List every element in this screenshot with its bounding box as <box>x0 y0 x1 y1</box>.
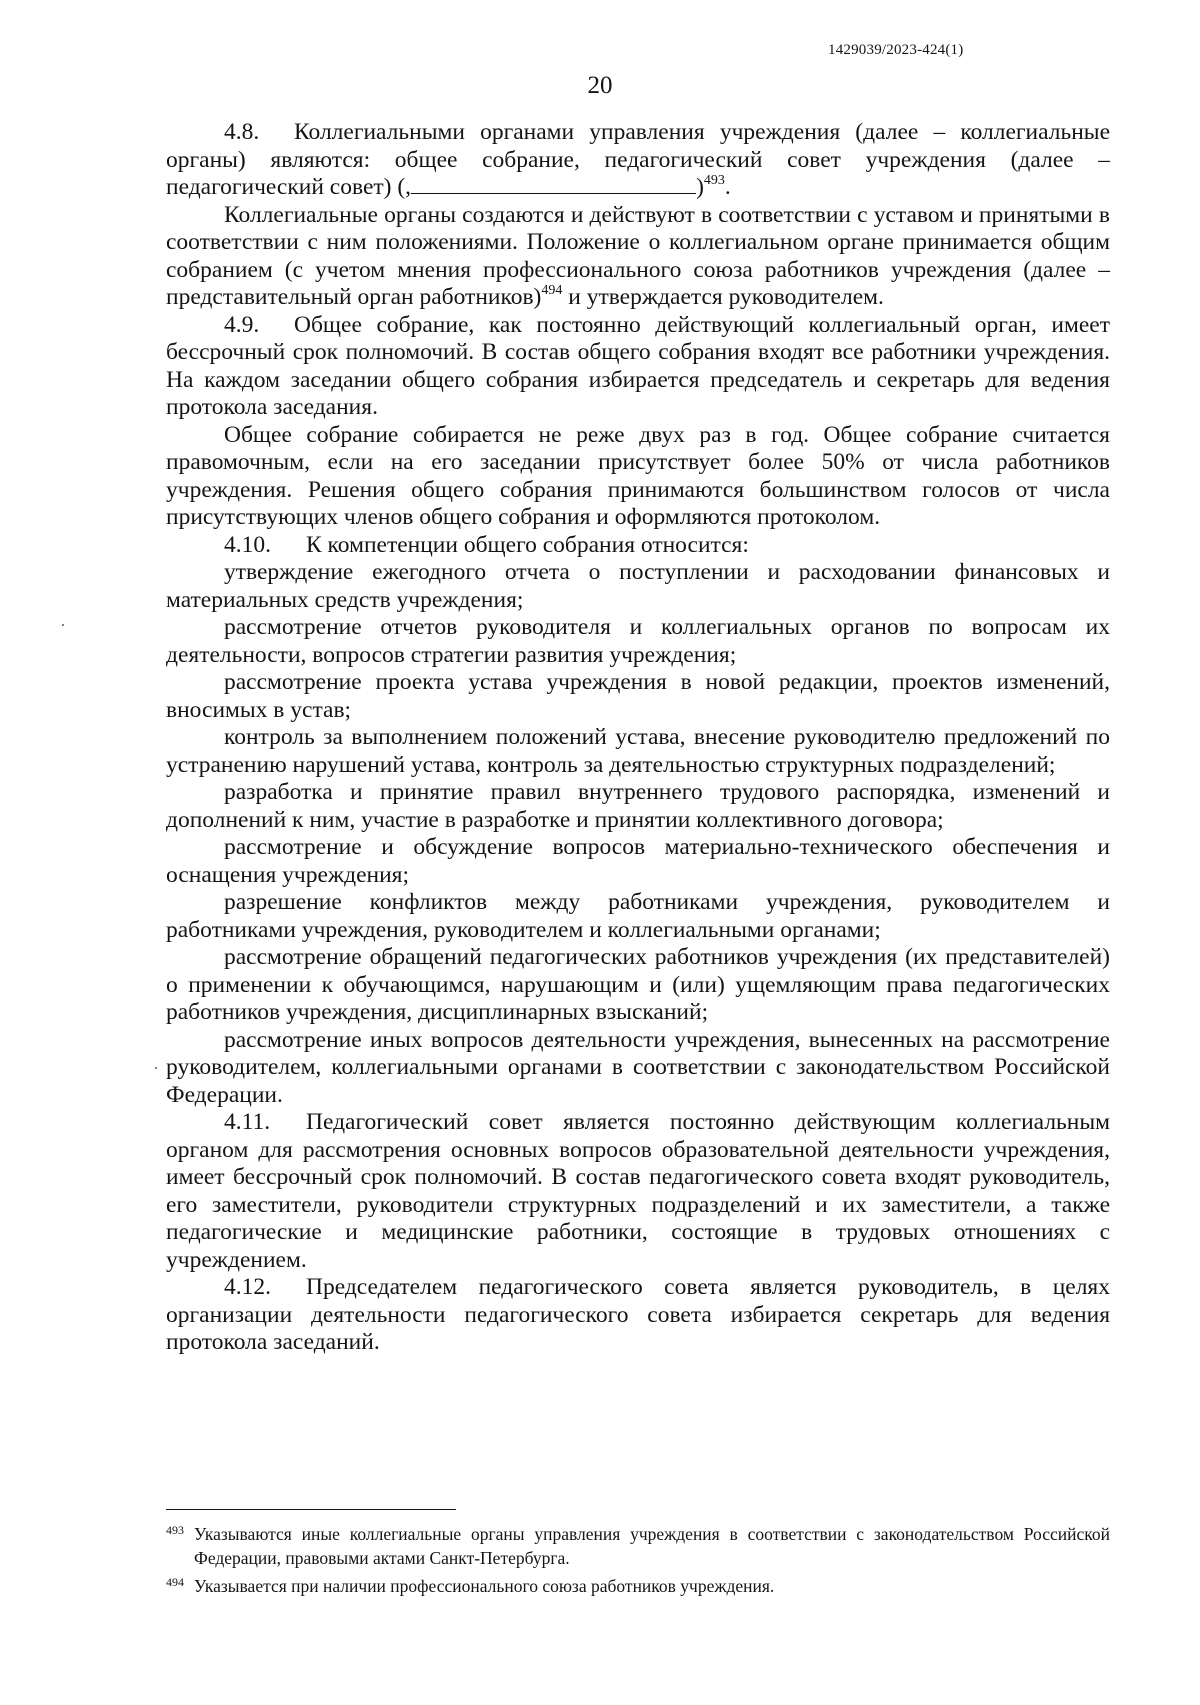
paragraph-4-8: 4.8. Коллегиальными органами управления учреждения (далее – коллегиальные органы) являются: общее собрание, педагогический совет учреждения (далее – педагогический совет) (, )$^{493}$. <box>166 119 1110 200</box>
paragraph-4-12 <box>166 1274 1110 1357</box>
clause-number: 4.8. <box>224 119 260 145</box>
list-item: рассмотрение и обсуждение вопросов материально-технического обеспечения и оснащения учреждения; <box>166 834 1110 888</box>
list-item: контроль за выполнением положений устава, внесение руководителю предложений по устранению нарушений устава, контроль за деятельностью структурных подразделений; <box>166 724 1110 778</box>
clause-number: 4.10. <box>224 531 271 558</box>
footnote-ref: 494 <box>541 283 563 298</box>
footnote-separator <box>166 1509 456 1510</box>
list-item: разрешение конфликтов между работниками учреждения, руководителем и работниками учреждения, руководителем и коллегиальными органами; <box>166 889 1110 943</box>
paragraph-text: Общее собрание, как постоянно действующий коллегиальный орган, имеет бессрочный срок полномочий. В состав общего собрания входят все работники учреждения. На каждом заседании общего собрания избирается председатель и секретарь для ведения протокола заседания. <box>166 311 1110 420</box>
paragraph-text: Педагогический совет является постоянно действующим коллегиальным органом для рассмотрения основных вопросов образовательной деятельности учреждения, имеет бессрочный срок полномочий. В состав педагогического совета входят руководитель, его заместители, руководители структурных подразделений и их заместители, а также педагогические и медицинские работники, состоящие в трудовых отношениях с учреждением. <box>166 1109 1110 1273</box>
paragraph-general-meeting <box>166 422 1110 532</box>
clause-number: 4.11. <box>224 1109 271 1135</box>
paragraph-collegial-bodies <box>166 202 1110 312</box>
document-body <box>166 119 1110 1357</box>
footnote-text: Указывается при наличии профессионального союза работников учреждения. <box>194 1576 775 1596</box>
paragraph-text: Председателем педагогического совета является руководитель, в целях организации деятельности педагогического совета избирается секретарь для ведения протокола заседаний. <box>166 1274 1110 1355</box>
list-item: разработка и принятие правил внутреннего трудового распорядка, изменений и дополнений к ним, участие в разработке и принятии коллективного договора; <box>166 779 1110 833</box>
footnote-ref: 493 <box>703 173 725 188</box>
scan-speck <box>62 624 64 626</box>
document-registration-number: 1429039/2023-424(1) <box>828 42 964 58</box>
list-item: рассмотрение иных вопросов деятельности учреждения, вынесенных на рассмотрение руководителем, коллегиальными органами в соответствии с законодательством Российской Федерации. <box>166 1026 1110 1108</box>
paragraph-text: и утверждается руководителем. <box>562 284 884 310</box>
footnotes <box>166 1522 1110 1602</box>
fill-in-blank <box>411 175 696 194</box>
list-item: рассмотрение обращений педагогических работников учреждения (их представителей) о применении к обучающимся, нарушающим и (или) ущемляющим права педагогических работников учреждения, дисциплинарных взысканий; <box>166 944 1110 1025</box>
footnote-mark: 494 <box>166 1575 184 1589</box>
list-item: утверждение ежегодного отчета о поступлении и расходовании финансовых и материальных средств учреждения; <box>166 559 1110 613</box>
clause-number: 4.9. <box>224 311 260 338</box>
paragraph-text: К компетенции общего собрания относится: <box>306 531 749 558</box>
paragraph-text: Коллегиальные органы создаются и действуют в соответствии с уставом и принятыми в соответствии с ним положениями. Положение о коллегиальном органе принимается общим собранием (с учетом мнения профессионального союза работников учреждения (далее – представительный орган работников) <box>166 201 1110 310</box>
paragraph-text: Коллегиальными органами управления учреждения (далее – коллегиальные органы) являются: общее собрание, педагогический совет учреждения (далее – педагогический совет) (, <box>166 119 1110 200</box>
footnote <box>166 1522 1110 1570</box>
clause-number: 4.12. <box>224 1274 271 1300</box>
paragraph-4-10 <box>166 532 1110 560</box>
paragraph-4-9 <box>166 312 1110 422</box>
footnote-text: Указываются иные коллегиальные органы управления учреждения в соответствии с законодательством Российской Федерации, правовыми актами Санкт-Петербурга. <box>194 1524 1110 1568</box>
page-number: 20 <box>587 72 613 99</box>
footnote <box>166 1574 1110 1598</box>
scan-speck <box>155 1067 157 1069</box>
paragraph-4-11 <box>166 1109 1110 1274</box>
paragraph-text: Общее собрание собирается не реже двух раз в год. Общее собрание считается правомочным, если на его заседании присутствует более 50% от числа работников учреждения. Решения общего собрания принимаются большинством голосов от числа присутствующих членов общего собрания и оформляются протоколом. <box>166 421 1110 530</box>
footnote-mark: 493 <box>166 1523 184 1537</box>
list-item: рассмотрение проекта устава учреждения в новой редакции, проектов изменений, вносимых в устав; <box>166 669 1110 723</box>
list-item: рассмотрение отчетов руководителя и коллегиальных органов по вопросам их деятельности, вопросов стратегии развития учреждения; <box>166 614 1110 668</box>
